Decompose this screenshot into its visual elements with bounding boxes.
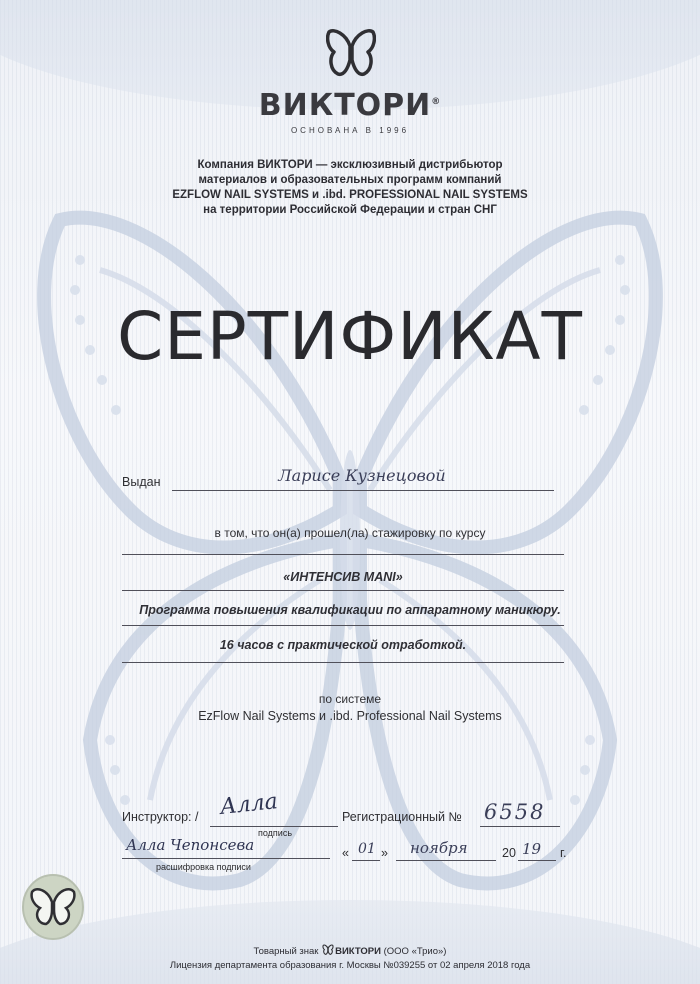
- date-month: ноября: [410, 839, 468, 857]
- signature-line: [210, 826, 338, 827]
- recipient-name: Ларисе Кузнецовой: [278, 466, 446, 485]
- company-description: Компания ВИКТОРИ — эксклюзивный дистрибьютор материалов и образовательных программ компаний EZFLOW NAIL SYSTEMS и .ibd. PROFESSIONAL NAIL SYSTEMS на территории Российской Федерации и стран СНГ: [172, 159, 528, 216]
- date-close-quote: »: [381, 846, 388, 860]
- registration-number: 6558: [484, 800, 546, 824]
- instructor-name-script: Алла Чепонсева: [126, 836, 255, 854]
- system-name: EzFlow Nail Systems и .ibd. Professional Nail Systems: [198, 709, 502, 723]
- year-line: [518, 860, 556, 861]
- registration-line: [480, 826, 560, 827]
- issued-label: Выдан: [122, 475, 161, 489]
- statement-text: в том, что он(а) прошел(ла) стажировку по курсу: [214, 526, 486, 540]
- course-name: «ИНТЕНСИВ MANI»: [283, 570, 403, 584]
- registration-label: Регистрационный №: [342, 810, 462, 824]
- hours-description: 16 часов с практической отработкой.: [219, 638, 467, 652]
- instructor-label: Инструктор: /: [122, 810, 199, 824]
- date-open-quote: «: [342, 846, 349, 860]
- footer-butterfly-icon: [321, 944, 335, 956]
- month-line: [396, 860, 496, 861]
- butterfly-logo-icon: [326, 26, 376, 82]
- date-year-unit: г.: [560, 846, 567, 860]
- day-line: [352, 860, 380, 861]
- program-description: Программа повышения квалификации по аппаратному маникюру.: [139, 603, 561, 617]
- certificate-title: СЕРТИФИКАТ: [117, 298, 583, 375]
- brand-name: ВИКТОРИ®: [258, 88, 442, 123]
- date-year-suffix: 19: [522, 840, 542, 858]
- date-year-prefix: 20: [502, 846, 516, 860]
- trademark-line: Товарный знак ВИКТОРИ (ООО «Трио»): [253, 946, 447, 957]
- name-line: [122, 858, 330, 859]
- name-caption: расшифровка подписи: [156, 862, 251, 872]
- blank-line-1: [122, 554, 564, 555]
- instructor-signature: Алла: [218, 789, 279, 820]
- recipient-line: [172, 490, 554, 491]
- system-label: по системе: [318, 692, 382, 706]
- butterfly-watermark: [20, 180, 680, 940]
- program-line: [122, 625, 564, 626]
- course-line: [122, 590, 564, 591]
- date-day: 01: [358, 841, 376, 857]
- brand-tagline: ОСНОВАНА В 1996: [290, 126, 410, 135]
- seal-stamp-icon: [20, 872, 86, 942]
- hours-line: [122, 662, 564, 663]
- signature-caption: подпись: [258, 828, 293, 838]
- license-line: Лицензия департамента образования г. Москвы №039255 от 02 апреля 2018 года: [169, 960, 531, 971]
